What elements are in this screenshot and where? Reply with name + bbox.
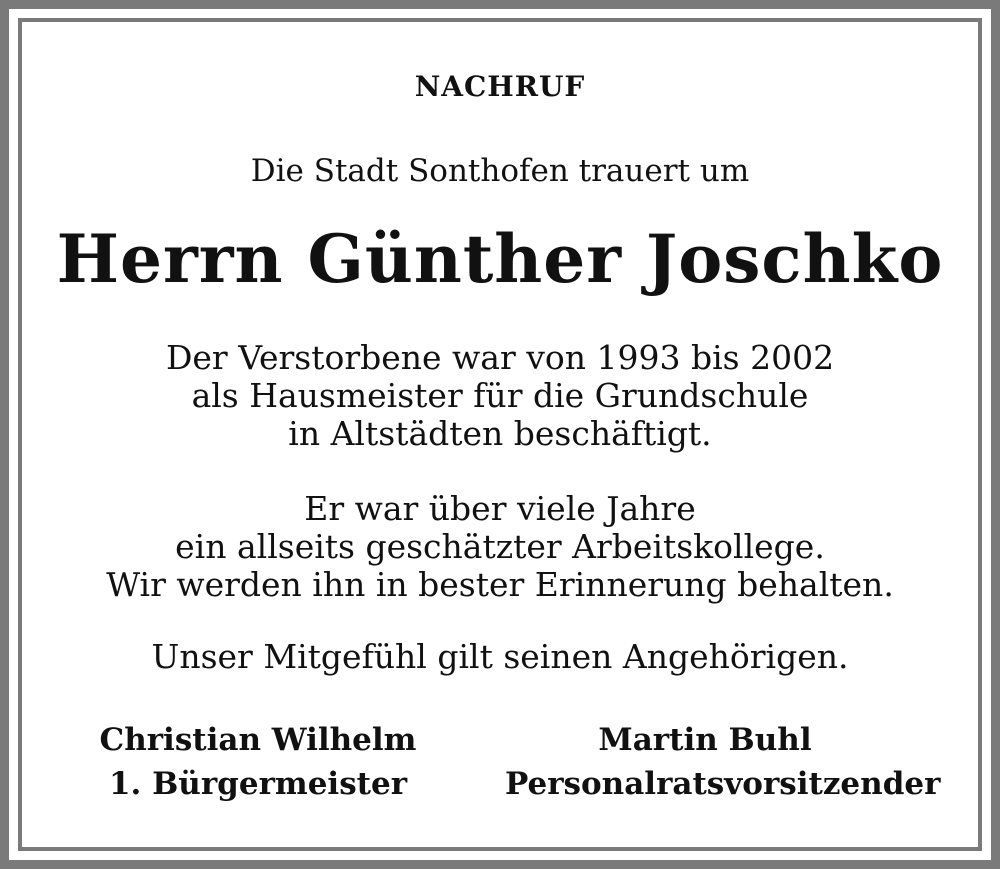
paragraph-tribute bbox=[0, 490, 1000, 604]
signatory-right bbox=[505, 718, 941, 806]
signatory-role: 1. Bürgermeister bbox=[108, 766, 408, 802]
paragraph-line: Er war über viele Jahre bbox=[304, 489, 696, 528]
paragraph-line: Der Verstorbene war von 1993 bis 2002 bbox=[165, 338, 835, 377]
paragraph-line: als Hausmeister für die Grundschule bbox=[191, 376, 809, 415]
paragraph-line: Unser Mitgefühl gilt seinen Angehörigen. bbox=[151, 637, 849, 676]
paragraph-line: Wir werden ihn in bester Erinnerung behalten. bbox=[106, 565, 894, 604]
paragraph-service bbox=[0, 339, 1000, 453]
signatory-name: Christian Wilhelm bbox=[99, 722, 417, 758]
deceased-name: Herrn Günther Joschko bbox=[56, 220, 944, 298]
paragraph-line: ein allseits geschätzter Arbeitskollege. bbox=[175, 527, 825, 566]
intro-line: Die Stadt Sonthofen trauert um bbox=[250, 153, 750, 189]
paragraph-condolence bbox=[0, 638, 1000, 676]
paragraph-line: in Altstädten beschäftigt. bbox=[288, 414, 712, 453]
signatory-name: Martin Buhl bbox=[598, 722, 812, 758]
notice-heading: NACHRUF bbox=[414, 70, 586, 103]
signatory-left bbox=[58, 718, 458, 806]
signatory-role: Personalratsvorsitzender bbox=[505, 766, 941, 802]
